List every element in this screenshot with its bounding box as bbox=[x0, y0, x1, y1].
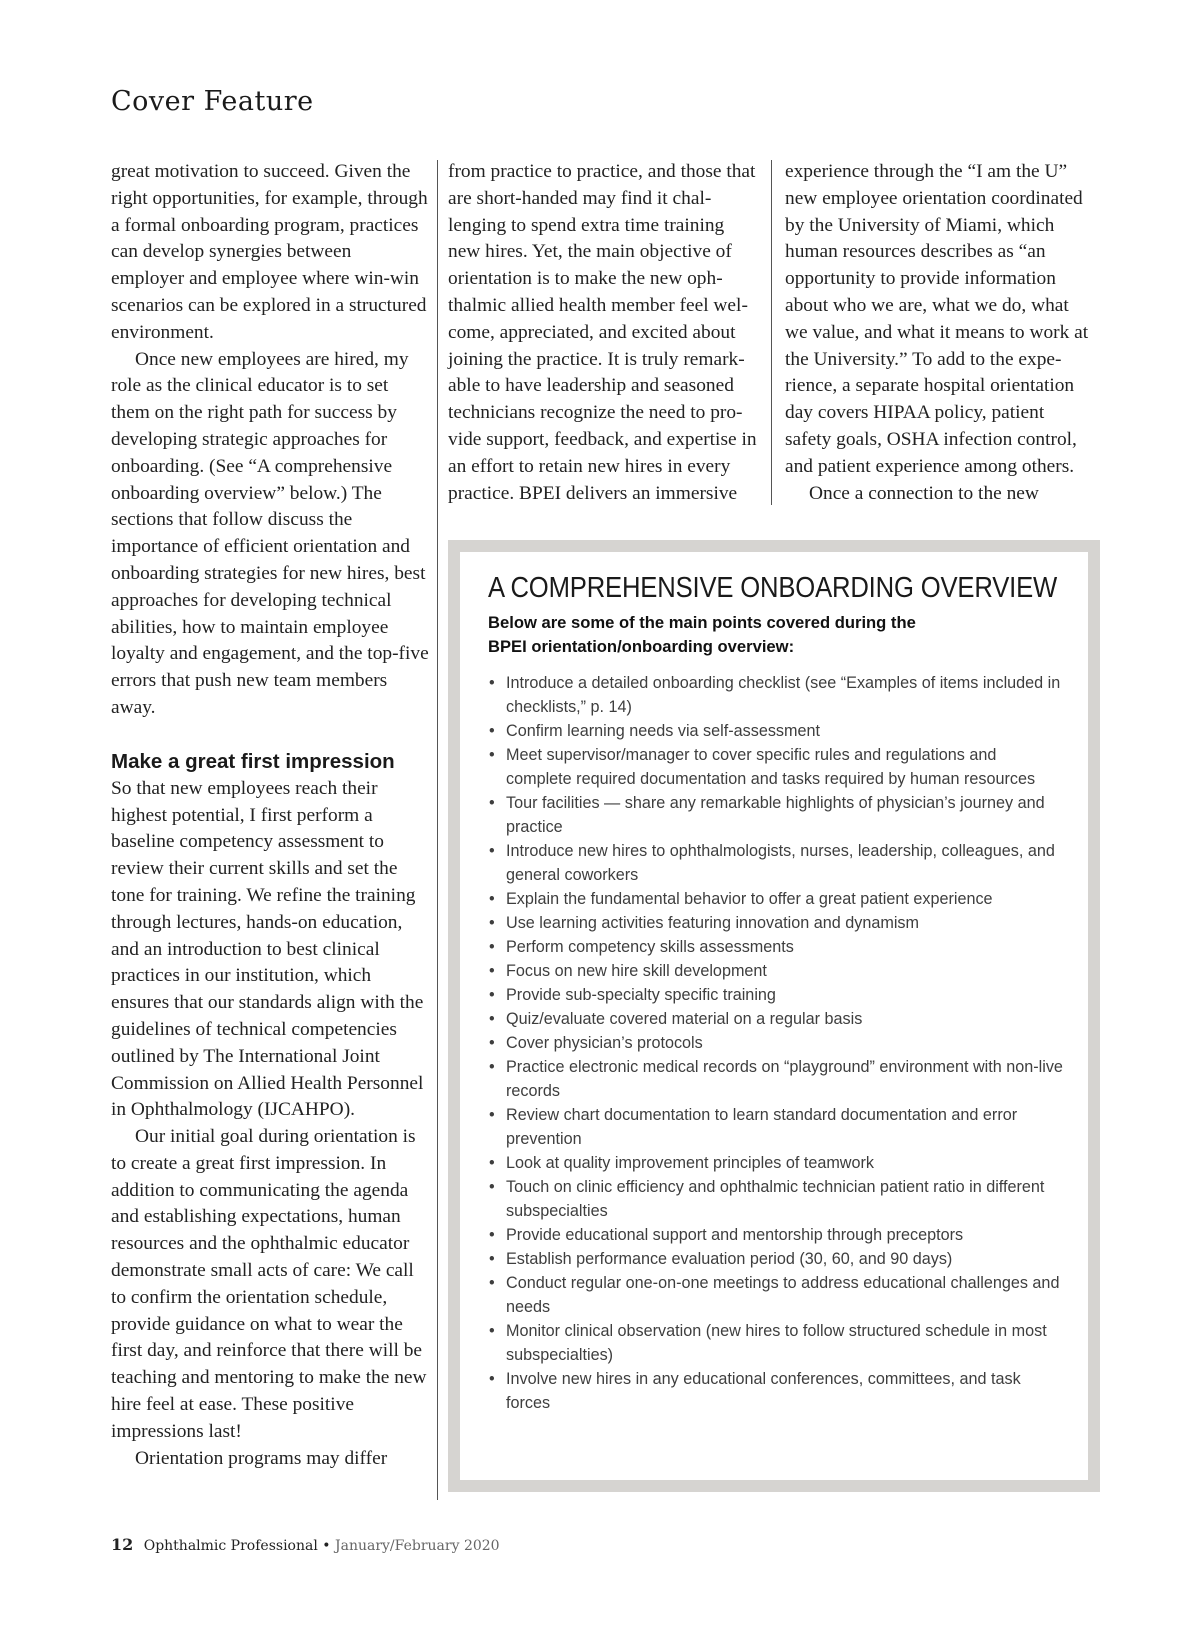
list-item: • Perform competency skills assessments bbox=[488, 935, 1066, 959]
list-item: • Use learning activities featuring innovation and dynamism bbox=[488, 911, 1066, 935]
page-number: 12 bbox=[111, 1535, 134, 1554]
page-footer bbox=[111, 1535, 500, 1554]
list-item: • Conduct regular one-on-one meetings to address educational challenges and needs bbox=[488, 1271, 1066, 1319]
list-item: • Meet supervisor/manager to cover specific rules and regulations and complete required documentation and tasks required by human resources bbox=[488, 743, 1066, 791]
list-item: • Monitor clinical observation (new hires to follow structured schedule in most subspecialties) bbox=[488, 1319, 1066, 1367]
footer-separator: • bbox=[322, 1538, 331, 1554]
list-item: • Provide educational support and mentorship through preceptors bbox=[488, 1223, 1066, 1247]
issue-date: January/February 2020 bbox=[334, 1538, 500, 1554]
list-item: • Establish performance evaluation period (30, 60, and 90 days) bbox=[488, 1247, 1066, 1271]
list-item: • Practice electronic medical records on “playground” environment with non-live records bbox=[488, 1055, 1066, 1103]
list-item: • Tour facilities — share any remarkable highlights of physician’s journey and practice bbox=[488, 791, 1066, 839]
list-item: • Provide sub-specialty specific training bbox=[488, 983, 1066, 1007]
list-item: • Look at quality improvement principles of teamwork bbox=[488, 1151, 1066, 1175]
article-column-1 bbox=[111, 159, 429, 1472]
list-item: • Introduce a detailed onboarding checklist (see “Examples of items included in checklists,” p. 14) bbox=[488, 671, 1066, 719]
paragraph: great motivation to succeed. Given the right opportunities, for example, through a formal onboarding program, practices can develop synergies between employer and employee where win-win scenarios can be explored in a structured environment. bbox=[111, 161, 428, 343]
column-divider bbox=[771, 160, 772, 505]
subheading: Make a great first impression bbox=[111, 749, 395, 773]
paragraph: Once new employees are hired, my role as the clinical educator is to set them on the right path for success by developing strategic approaches for onboarding. (See “A comprehensive onboarding overview” below.) The sections that follow discuss the importance of efficient orientation and onboarding strategies for new hires, best approaches for developing technical abilities, how to maintain employee loyalty and engagement, and the top-five errors that push new team members away. bbox=[111, 348, 429, 718]
list-item: • Confirm learning needs via self-assessment bbox=[488, 719, 1066, 743]
paragraph: from practice to practice, and those that are short-handed may find it challenging to spend extra time training new hires. Yet, the main objective of orientation is to make the new ophthalmic allied health member feel welcome, appreciated, and excited about joining the practice. It is truly remarkable to have leadership and seasoned technicians recognize the need to provide support, feedback, and expertise in an effort to retain new hires in every practice. BPEI delivers an immersive bbox=[448, 161, 757, 504]
paragraph: So that new employees reach their highest potential, I first perform a baseline competency assessment to review their current skills and set the tone for training. We refine the training through lectures, hands-on education, and an introduction to best clinical practices in our institution, which ensures that our standards align with the guidelines of technical competencies outlined by The International Joint Commission on Allied Health Personnel in Ophthalmology (IJCAHPO). bbox=[111, 777, 424, 1121]
article-column-2 bbox=[448, 159, 760, 507]
list-item: • Review chart documentation to learn standard documentation and error prevention bbox=[488, 1103, 1066, 1151]
paragraph: Our initial goal during orientation is to create a great first impression. In addition to communicating the agenda and establishing expectations, human resources and the ophthalmic educator demonstrate small acts of care: We call to confirm the orientation schedule, provide guidance on what to wear the first day, and reinforce that there will be teaching and mentoring to make the new hire feel at ease. These positive impressions last! bbox=[111, 1126, 427, 1442]
list-item: • Quiz/evaluate covered material on a regular basis bbox=[488, 1007, 1066, 1031]
sidebar-title: A COMPREHENSIVE ONBOARDING OVERVIEW bbox=[488, 572, 1058, 604]
sidebar-bullet-list bbox=[488, 671, 1063, 1415]
list-item: • Touch on clinic efficiency and ophthalmic technician patient ratio in different subspecialties bbox=[488, 1175, 1066, 1223]
sidebar-subtitle: Below are some of the main points covered during the BPEI orientation/onboarding overview: bbox=[488, 613, 916, 656]
paragraph: Orientation programs may differ bbox=[135, 1447, 388, 1469]
column-divider bbox=[437, 160, 438, 1500]
publication-name: Ophthalmic Professional bbox=[143, 1538, 318, 1554]
onboarding-sidebar-box bbox=[448, 540, 1100, 1492]
paragraph: experience through the “I am the U” new employee orientation coordinated by the University of Miami, which human resources describes as “an opportunity to provide information about who we are, what we do, what we value, and what it means to work at the University.” To add to the experience, a separate hospital orientation day covers HIPAA policy, patient safety goals, OSHA infection control, and patient experience among others. bbox=[785, 161, 1089, 477]
article-column-3 bbox=[785, 159, 1095, 507]
paragraph: Once a connection to the new bbox=[809, 482, 1039, 504]
list-item: • Focus on new hire skill development bbox=[488, 959, 1066, 983]
section-heading: Cover Feature bbox=[111, 86, 314, 117]
sidebar-content bbox=[460, 552, 1088, 1480]
list-item: • Explain the fundamental behavior to offer a great patient experience bbox=[488, 887, 1066, 911]
list-item: • Cover physician’s protocols bbox=[488, 1031, 1066, 1055]
list-item: • Introduce new hires to ophthalmologists, nurses, leadership, colleagues, and general coworkers bbox=[488, 839, 1066, 887]
list-item: • Involve new hires in any educational conferences, committees, and task forces bbox=[488, 1367, 1066, 1415]
